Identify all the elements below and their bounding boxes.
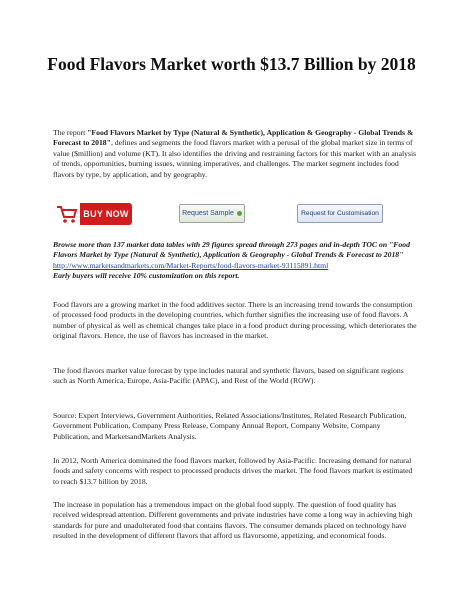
request-sample-button[interactable] bbox=[179, 204, 245, 223]
intro-paragraph bbox=[53, 128, 418, 180]
action-buttons bbox=[53, 200, 418, 230]
buy-now-button[interactable] bbox=[54, 202, 132, 226]
request-customisation-label: Request for Customisation bbox=[301, 210, 379, 217]
source-paragraph: Source: Expert Interviews, Government Authorities, Related Associations/Institutes, Related Research Publication, Government Publication, Company Press Release, Company Annual Report, Company Website, Company Publication, and MarketsandMarkets Analysis. bbox=[53, 411, 407, 441]
buy-now-label: BUY NOW bbox=[80, 203, 132, 225]
early-buyers-note: Early buyers will receive 10% customization on this report. bbox=[53, 271, 240, 281]
report-name: "Food Flavors Market by Type (Natural & Synthetic), Application & Geography - Global Trends & Forecast to 2018" bbox=[53, 128, 414, 148]
body-paragraph: The food flavors market value forecast by type includes natural and synthetic flavors, based on significant regions such as North America, Europe, Asia-Pacific (APAC), and Rest of the World (ROW). bbox=[53, 366, 404, 386]
arrow-icon bbox=[237, 211, 242, 216]
browse-text: Browse more than 137 market data tables with 29 figures spread through 273 pages and in-depth TOC on "Food Flavors Market by Type (Natural & Synthetic), Application & Geography - Global Trends & Forecast to 2018" bbox=[53, 240, 410, 260]
intro-prefix: The report bbox=[53, 128, 88, 137]
document-title: Food Flavors Market worth $13.7 Billion by 2018 bbox=[47, 54, 416, 74]
body-paragraph: The increase in population has a tremendous impact on the global food supply. The question of food quality has received widespread attention. Different governments and private industries have come a long way in achieving high standards for pure and unadulterated food that contains flavors. The consumer demands placed on technology have resulted in the development of different flavors that afford us flavorsome, appetizing, and economical foods. bbox=[53, 500, 413, 541]
body-paragraph: Food flavors are a growing market in the food additives sector. There is an increasing trend towards the consumption of processed food products in the developing countries, which further signifies the increasing use of food flavors. A number of physical as well as chemical changes take place in a food product during processing, which deteriorates the original flavors. Hence, the use of flavors has increased in the market. bbox=[53, 300, 417, 341]
body-paragraph: In 2012, North America dominated the food flavors market, followed by Asia-Pacific. Increasing demand for natural foods and safety concerns with respect to processed products drives the market. The food flavors market is estimated to reach $13.7 billion by 2018. bbox=[53, 456, 413, 486]
shopping-cart-icon bbox=[54, 202, 80, 226]
intro-rest: , defines and segments the food flavors market with a perusal of the global market size in terms of value ($million) and volume (KT). It also identifies the driving and restraining factors for this market with an analysis of trends, opportunities, burning issues, winning imperatives, and challenges. The market segment includes food flavors by type, by application, and by geography. bbox=[53, 138, 417, 179]
browse-section bbox=[53, 240, 418, 282]
request-sample-label: Request Sample bbox=[182, 210, 234, 217]
report-link[interactable]: http://www.marketsandmarkets.com/Market-Reports/food-flavors-market-93115891.html bbox=[53, 260, 329, 270]
request-customisation-button[interactable] bbox=[297, 204, 383, 223]
